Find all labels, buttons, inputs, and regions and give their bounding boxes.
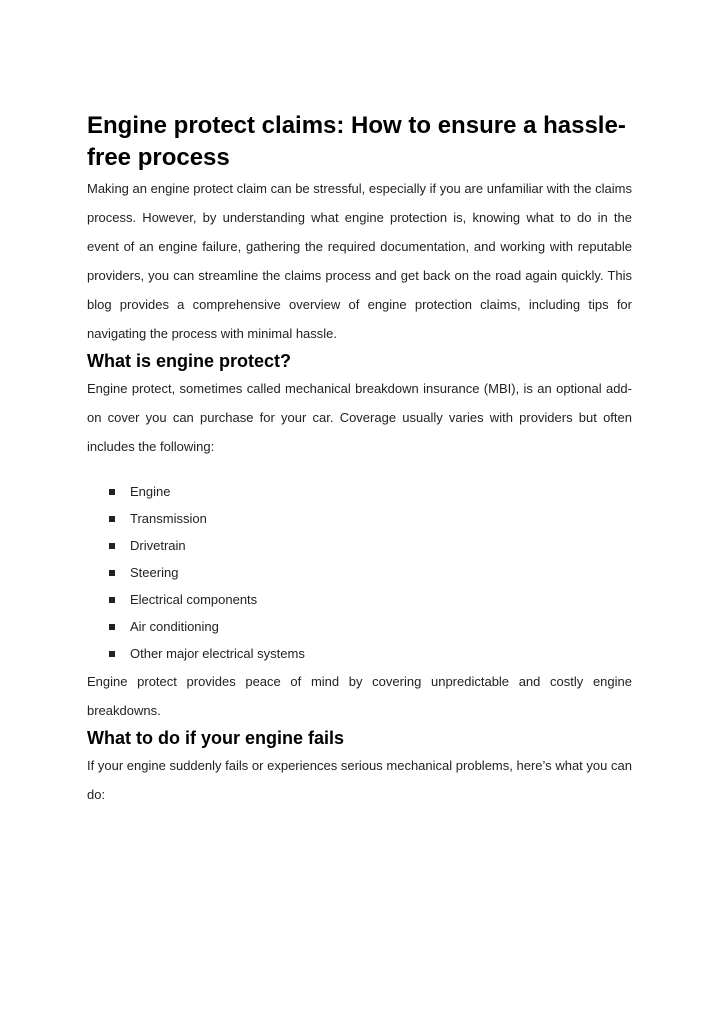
list-item-label: Air conditioning [130, 619, 219, 634]
list-item-label: Electrical components [130, 592, 258, 607]
section-paragraph: Engine protect, sometimes called mechanical breakdown insurance (MBI), is an optional add-on cover you can purchase for your car. Coverage usually varies with providers but often includes the following: [87, 381, 632, 454]
list-item-label: Other major electrical systems [130, 646, 305, 661]
closing-paragraph: Engine protect provides peace of mind by covering unpredictable and costly engine breakdowns. [87, 674, 632, 718]
section-paragraph: If your engine suddenly fails or experiences serious mechanical problems, here’s what you can do: [87, 758, 632, 802]
list-item [109, 640, 632, 667]
list-item-label: Transmission [130, 511, 207, 526]
square-bullet-icon [109, 543, 115, 549]
square-bullet-icon [109, 597, 115, 603]
coverage-list [87, 478, 632, 667]
square-bullet-icon [109, 624, 115, 630]
article [87, 110, 632, 809]
square-bullet-icon [109, 570, 115, 576]
list-item [109, 559, 632, 586]
list-item-label: Drivetrain [130, 538, 186, 553]
list-item [109, 532, 632, 559]
list-item-label: Engine [130, 484, 171, 499]
square-bullet-icon [109, 516, 115, 522]
section-heading-engine-fails: What to do if your engine fails [87, 728, 345, 748]
list-item [109, 586, 632, 613]
square-bullet-icon [109, 489, 115, 495]
intro-paragraph: Making an engine protect claim can be stressful, especially if you are unfamiliar with the claims process. However, by understanding what engine protection is, knowing what to do in the event of an engine failure, gathering the required documentation, and working with reputable providers, you can streamline the claims process and get back on the road again quickly. This blog provides a comprehensive overview of engine protection claims, including tips for navigating the process with minimal hassle. [87, 181, 632, 341]
square-bullet-icon [109, 651, 115, 657]
list-item [109, 505, 632, 532]
list-item-label: Steering [130, 565, 179, 580]
list-item [109, 613, 632, 640]
page-title: Engine protect claims: How to ensure a hassle-free process [87, 112, 626, 171]
list-item [109, 478, 632, 505]
section-heading-what-is-engine-protect: What is engine protect? [87, 351, 292, 371]
